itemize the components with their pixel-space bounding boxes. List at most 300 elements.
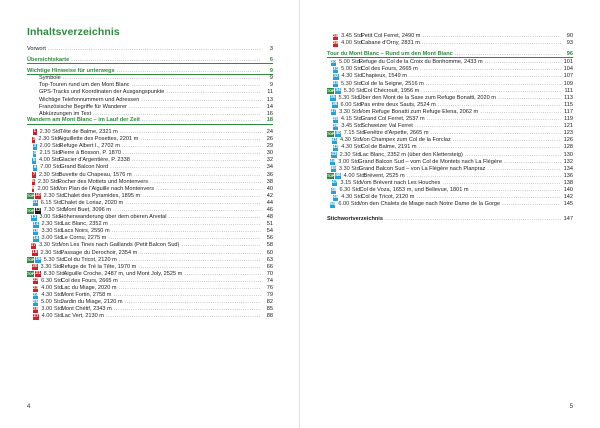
dot-leader <box>415 123 561 130</box>
tour-name: Col de Balme, 2191 m <box>361 144 417 151</box>
dot-leader <box>438 102 561 109</box>
tour-name: Passage du Derochoir, 2354 m <box>60 249 138 256</box>
tour-duration: 3.15 Std. <box>340 179 363 186</box>
tour-page: 140 <box>563 186 573 193</box>
toc-list-right <box>327 33 573 223</box>
tour-name: Col de la Seigne, 2516 m <box>360 80 424 87</box>
tour-number-badge: 42 <box>332 144 339 150</box>
tour-number-badge: 33 <box>332 81 338 87</box>
tour-page: 76 <box>266 285 273 291</box>
tour-page: 138 <box>563 179 573 186</box>
tour-page: 132 <box>563 158 573 165</box>
tour-name: Mont Buet, 3096 m <box>63 206 111 213</box>
tour-number-badge: 32 <box>333 74 339 80</box>
tour-number-badge: 30 <box>330 59 336 65</box>
tour-entry[interactable] <box>27 299 273 306</box>
tour-page: 136 <box>563 172 573 179</box>
tour-page: 123 <box>563 130 573 137</box>
tour-entry[interactable] <box>27 285 273 292</box>
tour-number-badge: 22 <box>32 278 39 284</box>
dot-leader <box>181 242 261 249</box>
tour-name: Refuge Albert I., 2702 m <box>59 143 120 150</box>
toc-entry[interactable] <box>27 82 273 89</box>
tour-number-badge: 12 <box>35 207 41 213</box>
tour-duration: 2.00 Std. <box>39 143 62 150</box>
dot-leader <box>114 306 261 313</box>
tour-name: Pas entre deux Sauts, 2524 m <box>360 101 436 108</box>
tour-duration: 8.30 Std. <box>43 270 67 277</box>
toc-list-left <box>27 46 273 320</box>
dot-leader <box>465 152 561 159</box>
entry-title: Wichtige Hinweise für unterwegs <box>27 67 115 74</box>
tour-number-badge: 37 <box>330 109 337 115</box>
entry-page: 9 <box>269 67 273 74</box>
tour-entry[interactable] <box>327 144 573 151</box>
right-page <box>300 0 600 428</box>
tour-number-badge: 46 <box>335 173 341 179</box>
tour-page: 111 <box>564 87 573 94</box>
tour-page: 60 <box>266 249 273 256</box>
tour-entry[interactable] <box>327 59 573 66</box>
tour-page: 32 <box>266 157 273 164</box>
tour-entry[interactable] <box>27 179 273 186</box>
tour-duration: 5.00 Std. <box>41 299 64 306</box>
dot-leader <box>430 130 561 137</box>
tour-duration: 3.45 Std. <box>341 123 364 130</box>
dot-leader <box>471 187 561 194</box>
tour-name: Col Chécrouit, 1956 m <box>363 87 420 94</box>
tour-entry[interactable] <box>27 193 273 200</box>
dot-leader <box>504 159 561 166</box>
tour-number-badge: 23 <box>32 285 39 291</box>
page-number-left: 4 <box>27 404 31 410</box>
tour-number-badge: 21 <box>35 271 41 277</box>
entry-title: Stichwortverzeichnis <box>327 216 383 223</box>
tour-page: 66 <box>266 263 273 270</box>
dot-leader <box>453 137 561 144</box>
tour-duration: 2.30 Std. <box>38 136 61 143</box>
tour-page: 63 <box>266 256 273 263</box>
tour-name: Le Cornu, 2275 m <box>61 235 107 242</box>
tour-page: 29 <box>266 143 273 150</box>
tour-duration: 4.00 Std. <box>38 157 62 164</box>
tour-name: Glacier d'Argentière, P. 2338 <box>58 157 130 164</box>
dot-leader <box>120 129 261 136</box>
dot-leader <box>122 143 261 150</box>
tour-number-badge: 20 <box>32 264 38 270</box>
tour-name: Refuge du Col de la Croix du Bonhomme, 2433 m <box>358 59 483 66</box>
top-tour-badge: TOP <box>27 258 35 263</box>
tour-page: 54 <box>266 228 273 235</box>
tour-name: Col de Tricot, 2120 m <box>361 194 415 201</box>
tour-duration: 5.00 Std. <box>338 59 362 66</box>
toc-entry[interactable] <box>27 104 273 111</box>
dot-leader <box>119 285 261 292</box>
tour-name: Grand Col Ferret, 2537 m <box>360 116 425 123</box>
tour-page: 128 <box>563 144 573 151</box>
tour-number-badge: 34 <box>335 88 341 94</box>
tour-number-badge: 26 <box>33 306 39 312</box>
tour-name: Grand Balcon Sud – vom Col de Montets nach La Flégère <box>358 158 502 165</box>
tour-entry[interactable] <box>327 73 573 80</box>
entry-title: Übersichtskarte <box>27 56 70 63</box>
tour-name: Über den Mont de la Saxe zum Refuge Bonatti, 2020 m <box>358 94 496 101</box>
tour-name: Petit Col Ferret, 2490 m <box>361 33 421 39</box>
tour-page: 130 <box>563 151 573 158</box>
dot-leader <box>125 200 261 207</box>
tour-name: Von Les Tines nach Gaillands (Petit Balcon Sud) <box>59 242 180 249</box>
tour-entry[interactable] <box>27 150 273 157</box>
tour-name: Jardin du Miage, 2120 m <box>61 299 123 306</box>
tour-entry[interactable] <box>27 136 273 143</box>
tour-name: Rocher des Mottets und Montenvers <box>57 178 148 185</box>
tour-duration: 4.15 Std. <box>340 116 364 123</box>
tour-duration: 4.00 Std. <box>341 40 364 47</box>
dot-leader <box>422 40 561 47</box>
dot-leader <box>422 33 561 40</box>
toc-entry[interactable] <box>27 118 273 125</box>
tour-name: Fenêtre d'Arpette, 2665 m <box>363 130 429 137</box>
tour-entry[interactable] <box>327 187 573 194</box>
dot-leader <box>416 194 561 201</box>
tour-duration: 5.30 Std. <box>343 87 367 94</box>
dot-leader <box>498 95 561 102</box>
tour-page: 24 <box>266 128 273 135</box>
toc-entry[interactable] <box>27 46 273 53</box>
tour-entry[interactable] <box>327 159 573 166</box>
tour-name: Grand Balcon Sud – von La Flégère nach Planpraz <box>358 165 486 172</box>
entry-title: Top-Touren rund um den Mont Blanc <box>39 82 130 89</box>
tour-page: 51 <box>266 221 273 228</box>
tour-duration: 6.30 Std. <box>41 277 64 284</box>
top-tour-badge: TOP <box>27 208 35 213</box>
tour-number-badge: 43 <box>331 152 337 158</box>
toc-entry[interactable] <box>27 75 273 82</box>
tour-name: Von Champex zum Col de la Forclaz <box>360 137 451 144</box>
tour-duration: 5.00 Std. <box>341 66 364 73</box>
tour-entry[interactable] <box>327 116 573 123</box>
tour-name: Vom Brévent nach Les Houches <box>360 179 441 186</box>
tour-name: Col de Voza, 1653 m, und Bellevue, 1801 m <box>359 186 469 193</box>
tour-entry[interactable] <box>27 250 273 257</box>
entry-page: 9 <box>269 82 273 89</box>
top-tour-badge: TOP <box>327 174 335 179</box>
tour-duration: 7.15 Std. <box>343 130 367 137</box>
tour-page: 58 <box>266 242 273 249</box>
tour-duration: 2.30 Std. <box>43 192 67 199</box>
dot-leader <box>142 193 261 200</box>
tour-number-badge: 25 <box>32 299 38 305</box>
dot-leader <box>409 73 561 80</box>
dot-leader <box>166 89 261 96</box>
top-tour-badge: TOP <box>327 89 335 94</box>
tour-number-badge: 27 <box>33 313 39 319</box>
tour-duration: 5.30 Std. <box>43 256 67 263</box>
tour-duration: 2.30 Std. <box>37 178 61 185</box>
dot-leader <box>138 264 261 271</box>
tour-entry[interactable] <box>327 166 573 173</box>
tour-duration: 3.30 Std. <box>39 242 62 249</box>
tour-page: 74 <box>266 277 273 284</box>
tour-page: 30 <box>266 150 273 157</box>
tour-name: Mont Chétif, 2343 m <box>61 306 112 313</box>
toc-entry[interactable] <box>27 57 273 64</box>
tour-name: Höhenwanderung über dem oberen Arvetal <box>59 214 167 221</box>
toc-entry[interactable] <box>27 97 273 104</box>
tour-entry[interactable] <box>27 235 273 242</box>
dot-leader <box>502 201 561 208</box>
tour-entry[interactable] <box>27 257 273 264</box>
tour-entry[interactable] <box>327 180 573 187</box>
tour-number-badge: 47 <box>332 180 338 186</box>
tour-page: 121 <box>563 123 573 130</box>
tour-duration: 6.30 Std. <box>339 186 362 193</box>
tour-entry[interactable] <box>27 278 273 285</box>
dot-leader <box>141 97 261 104</box>
entry-title: Französische Begriffe für Wanderer <box>39 103 127 110</box>
tour-name: Chapieux, 1549 m <box>361 73 407 80</box>
tour-name: Refuge de Tré la Tête, 1970 m <box>60 263 137 270</box>
tour-duration: 2.30 Std. <box>38 171 62 178</box>
tour-page: 40 <box>266 185 273 192</box>
tour-entry[interactable] <box>27 264 273 271</box>
entry-title: GPS-Tracks und Koordinaten der Ausgangspunkte <box>39 89 165 96</box>
tour-entry[interactable] <box>27 172 273 179</box>
tour-name: Tête de Balme, 2321 m <box>59 128 118 135</box>
entry-title: Wichtige Telefonnummern und Adressen <box>39 96 140 103</box>
entry-page: 9 <box>269 75 273 82</box>
tour-entry[interactable] <box>327 102 573 109</box>
tour-entry[interactable] <box>27 313 273 320</box>
tour-duration: 2.30 Std. <box>41 221 64 228</box>
tour-duration: 2.30 Std. <box>39 128 63 135</box>
dot-leader <box>421 88 561 95</box>
tour-number-badge: 50 <box>330 201 336 207</box>
tour-entry[interactable] <box>27 228 273 235</box>
tour-page: 34 <box>266 164 274 171</box>
tour-entry[interactable] <box>27 157 273 164</box>
tour-page: 46 <box>266 206 273 213</box>
tour-duration: 4.00 Std. <box>41 313 65 320</box>
dot-leader <box>129 104 261 111</box>
toc-entry[interactable] <box>327 216 573 223</box>
dot-leader <box>110 164 261 171</box>
tour-entry[interactable] <box>27 271 273 278</box>
tour-number-badge: 9 <box>31 186 35 192</box>
tour-page: 142 <box>563 194 573 201</box>
tour-page: 70 <box>266 270 273 277</box>
dot-leader <box>63 75 261 82</box>
tour-entry[interactable] <box>327 95 573 102</box>
tour-page: 101 <box>563 59 573 66</box>
tour-entry[interactable] <box>327 152 573 159</box>
dot-leader <box>134 172 261 179</box>
tour-entry[interactable] <box>327 137 573 144</box>
tour-name: Mont Fortin, 2758 m <box>61 292 112 299</box>
dot-leader <box>426 81 561 88</box>
tour-name: Col du Tricot, 2120 m <box>63 256 117 263</box>
entry-title: Wandern am Mont Blanc – im Lauf der Zeit <box>27 117 140 124</box>
entry-page: 3 <box>269 46 273 52</box>
entry-page: 13 <box>266 96 273 103</box>
tour-name: Lac Blanc, 2352 m (über den Klettersteig) <box>359 151 463 158</box>
entry-title: Symbole <box>39 75 61 82</box>
dot-leader <box>113 207 261 214</box>
tour-name: Lac Vert, 2130 m <box>61 313 104 320</box>
dot-leader <box>112 228 261 235</box>
entry-page: 6 <box>269 56 273 63</box>
tour-entry[interactable] <box>327 109 573 116</box>
dot-leader <box>119 257 261 264</box>
tour-duration: 3.00 Std. <box>39 214 62 221</box>
tour-duration: 7.00 Std. <box>40 164 63 171</box>
tour-page: 82 <box>266 299 273 306</box>
dot-leader <box>385 216 561 223</box>
tour-entry[interactable] <box>327 173 573 180</box>
tour-number-badge: 36 <box>332 102 338 108</box>
dot-leader <box>184 271 261 278</box>
tour-entry[interactable] <box>327 201 573 208</box>
tour-entry[interactable] <box>327 66 573 73</box>
tour-duration: 5.30 Std. <box>338 94 361 101</box>
tour-page: 79 <box>266 292 273 299</box>
tour-page: 126 <box>563 137 573 144</box>
tour-name: Lacs Noirs, 2550 m <box>61 228 110 235</box>
dot-leader <box>427 116 561 123</box>
tour-entry[interactable] <box>327 130 573 137</box>
tour-entry[interactable] <box>27 200 273 207</box>
tour-name: Aiguillette des Posettes, 2201 m <box>58 136 139 143</box>
tour-name: Von den Chalets de Miage nach Notre Dame de la Gorge <box>358 201 501 208</box>
tour-page: 56 <box>266 235 273 242</box>
tour-entry[interactable] <box>327 81 573 88</box>
tour-entry[interactable] <box>27 129 273 136</box>
tour-number-badge: 31 <box>332 66 339 72</box>
tour-number-badge: 4 <box>33 150 36 156</box>
top-tour-badge: TOP <box>327 131 335 136</box>
dot-leader <box>117 68 261 75</box>
tour-number-badge: 14 <box>33 221 39 227</box>
tour-entry[interactable] <box>27 143 273 150</box>
tour-duration: 2.30 Std. <box>339 151 363 158</box>
toc-entry[interactable] <box>327 51 573 58</box>
tour-number-badge: 28 <box>332 33 339 39</box>
tour-entry[interactable] <box>327 123 573 130</box>
tour-entry[interactable] <box>27 186 273 193</box>
tour-entry[interactable] <box>327 88 573 95</box>
dot-leader <box>71 57 261 64</box>
tour-page: 93 <box>566 40 573 47</box>
tour-page: 107 <box>563 73 573 80</box>
dot-leader <box>168 214 261 221</box>
tour-entry[interactable] <box>27 207 273 214</box>
tour-duration: 3.00 Std. <box>41 306 64 313</box>
tour-duration: 2.30 Std. <box>40 249 63 256</box>
tour-page: 119 <box>564 116 573 123</box>
tour-page: 90 <box>566 33 573 39</box>
top-tour-badge: TOP <box>27 272 35 277</box>
tour-number-badge: 38 <box>332 116 338 122</box>
tour-duration: 6.00 Std. <box>340 101 363 108</box>
dot-leader <box>139 250 261 257</box>
dot-leader <box>106 313 261 320</box>
toc-entry[interactable] <box>27 68 273 75</box>
tour-page: 115 <box>564 101 573 108</box>
entry-page: 147 <box>563 216 573 223</box>
tour-name: Lac du Miage, 2020 m <box>61 285 117 291</box>
tour-entry[interactable] <box>327 33 573 40</box>
tour-name: Lac Blanc, 2352 m <box>61 221 108 228</box>
tour-entry[interactable] <box>327 40 573 47</box>
tour-duration: 6.15 Std. <box>40 199 64 206</box>
dot-leader <box>125 299 261 306</box>
tour-entry[interactable] <box>27 221 273 228</box>
dot-leader <box>420 66 561 73</box>
tour-number-badge: 7 <box>32 172 36 178</box>
tour-page: 109 <box>563 80 573 87</box>
tour-duration: 4.30 Std. <box>341 194 364 201</box>
entry-title: Vorwort <box>27 46 46 52</box>
dot-leader <box>487 166 561 173</box>
dot-leader <box>485 59 561 66</box>
tour-duration: 3.30 Std. <box>41 228 64 235</box>
tour-duration: 3.30 Std. <box>40 263 63 270</box>
tour-page: 134 <box>563 165 573 172</box>
tour-duration: 5.30 Std. <box>340 80 364 87</box>
tour-name: Col des Fours, 2665 m <box>61 277 118 284</box>
tour-duration: 4.30 Std. <box>341 144 364 151</box>
tour-entry[interactable] <box>327 194 573 201</box>
dot-leader <box>108 235 261 242</box>
entry-page: 18 <box>266 117 273 124</box>
tour-name: Chalet de Loriaz, 2020 m <box>60 199 124 206</box>
dot-leader <box>142 117 261 124</box>
tour-page: 42 <box>266 192 273 199</box>
tour-number-badge: 5 <box>32 157 36 163</box>
tour-duration: 4.30 Std. <box>41 292 64 299</box>
tour-duration: 3.30 Std. <box>339 108 362 115</box>
tour-number-badge: 6 <box>33 164 37 170</box>
dot-leader <box>140 136 261 143</box>
dot-leader <box>480 109 561 116</box>
dot-leader <box>110 221 261 228</box>
tour-name: Von Plan de l'Aiguille nach Montenvers <box>57 185 154 192</box>
tour-entry[interactable] <box>27 306 273 313</box>
dot-leader <box>120 278 261 285</box>
entry-page: 16 <box>266 110 273 117</box>
dot-leader <box>123 150 261 157</box>
tour-number-badge: 41 <box>331 137 338 143</box>
tour-duration: 2.15 Std. <box>39 150 62 157</box>
tour-number-badge: 48 <box>331 187 337 193</box>
toc-entry[interactable] <box>27 89 273 96</box>
tour-entry[interactable] <box>27 214 273 221</box>
tour-page: 38 <box>266 178 273 185</box>
tour-duration: 7.30 Std. <box>43 206 67 213</box>
tour-page: 145 <box>563 201 573 208</box>
tour-entry[interactable] <box>27 292 273 299</box>
tour-entry[interactable] <box>27 164 273 171</box>
dot-leader <box>48 46 261 53</box>
dot-leader <box>419 144 561 151</box>
dot-leader <box>407 173 561 180</box>
top-tour-badge: TOP <box>27 194 35 199</box>
dot-leader <box>131 82 261 89</box>
tour-number-badge: 1 <box>33 129 37 135</box>
tour-duration: 2.00 Std. <box>37 185 60 192</box>
tour-entry[interactable] <box>27 242 273 249</box>
tour-duration: 3.00 Std. <box>338 158 361 165</box>
